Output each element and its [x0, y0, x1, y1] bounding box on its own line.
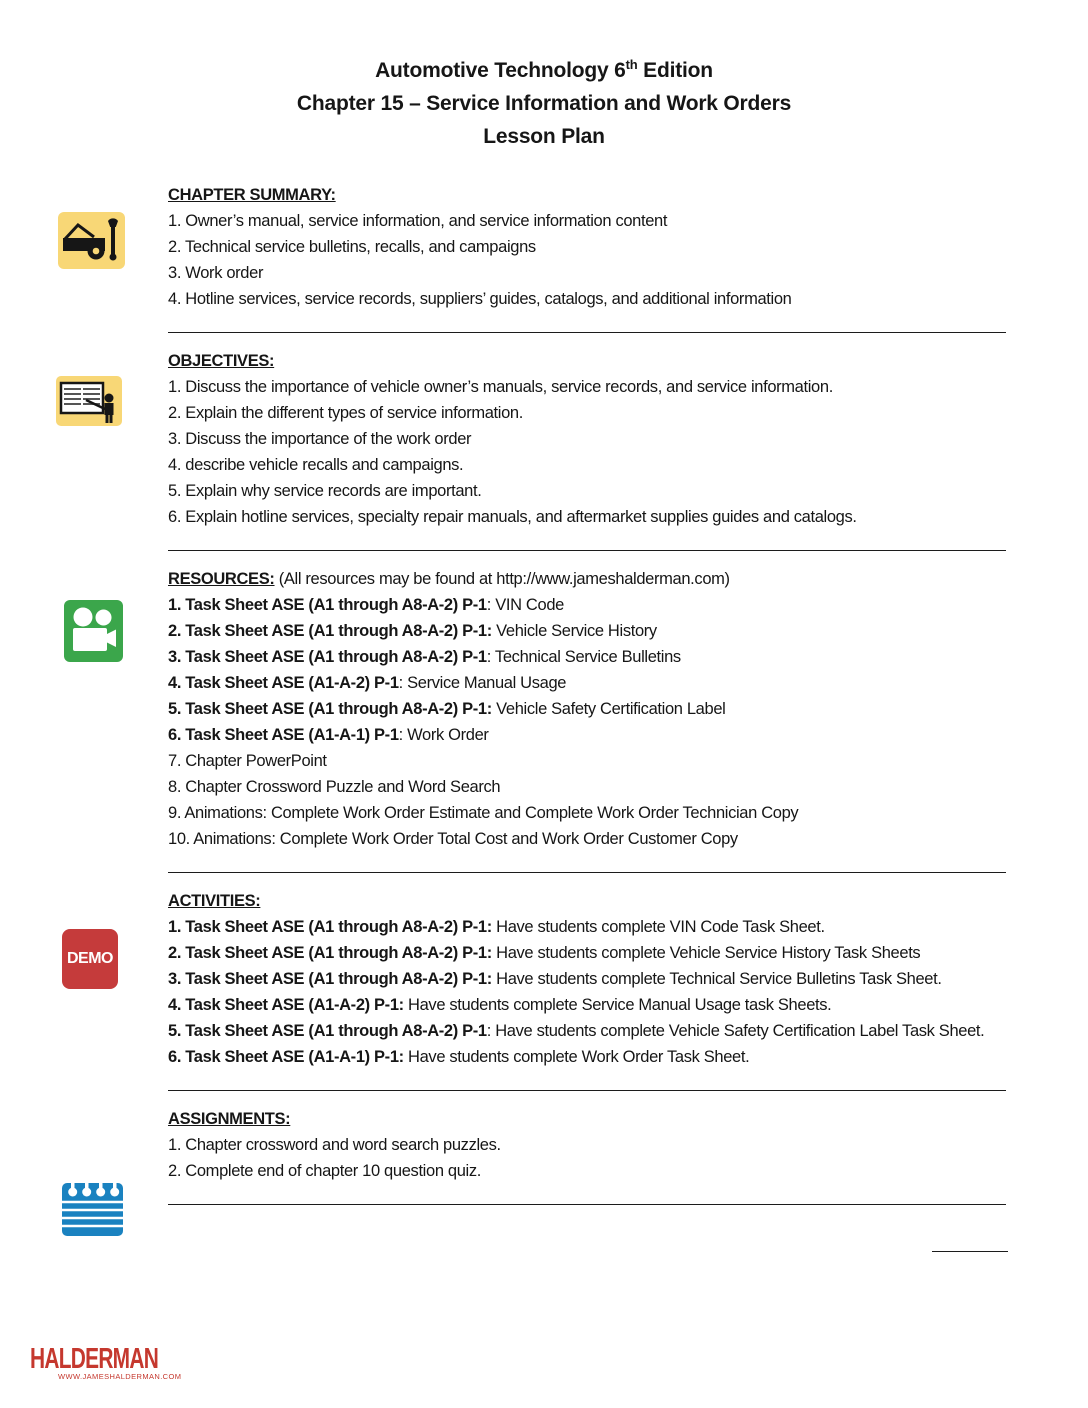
section-heading-text: ASSIGNMENTS: [168, 1110, 291, 1128]
list-item [168, 234, 1020, 260]
list-item [168, 826, 1020, 852]
list-item-text: Have students complete Technical Service Bulletins Task Sheet. [491, 970, 942, 988]
section-heading-suffix: (All resources may be found at http://www.jameshalderman.com) [274, 570, 730, 588]
list-item-text: 3. Work order [168, 264, 264, 282]
halderman-logo [30, 1344, 230, 1381]
list-item-text: 6. Explain hotline services, specialty repair manuals, and aftermarket supplies guides and catalogs. [168, 508, 857, 526]
list-item [168, 1158, 1020, 1184]
section-item-list [168, 1132, 1020, 1184]
list-item-emphasis: 2. Task Sheet ASE (A1 through A8-A-2) P-1: [168, 944, 492, 962]
section-divider [168, 1204, 1006, 1205]
list-item-text: 9. Animations: Complete Work Order Estimate and Complete Work Order Technician Copy [168, 804, 799, 822]
list-item-text: 10. Animations: Complete Work Order Total Cost and Work Order Customer Copy [168, 830, 738, 848]
divider-extra-segment [932, 1251, 1008, 1252]
section-resources [168, 566, 1020, 873]
section-heading [168, 182, 1020, 208]
section-heading [168, 1106, 1020, 1132]
list-item [168, 400, 1020, 426]
list-item [168, 1044, 1020, 1070]
list-item [168, 286, 1020, 312]
list-item-text: 4. Hotline services, service records, suppliers’ guides, catalogs, and additional information [168, 290, 792, 308]
list-item-text: 1. Discuss the importance of vehicle owner’s manuals, service records, and service information. [168, 378, 833, 396]
list-item [168, 452, 1020, 478]
list-item [168, 426, 1020, 452]
list-item-emphasis: 4. Task Sheet ASE (A1-A-2) P-1 [168, 674, 399, 692]
list-item [168, 748, 1020, 774]
list-item [168, 208, 1020, 234]
section-objectives [168, 348, 1020, 551]
title-line-3: Lesson Plan [483, 125, 605, 148]
section-divider [168, 332, 1006, 333]
list-item-text: 4. describe vehicle recalls and campaigns. [168, 456, 464, 474]
list-item-emphasis: 3. Task Sheet ASE (A1 through A8-A-2) P-1 [168, 648, 487, 666]
section-heading-text: OBJECTIVES: [168, 352, 275, 370]
list-item [168, 504, 1020, 530]
list-item-text: : Technical Service Bulletins [486, 648, 681, 666]
list-item [168, 592, 1020, 618]
list-item-emphasis: 5. Task Sheet ASE (A1 through A8-A-2) P-1: [168, 700, 492, 718]
section-heading [168, 348, 1020, 374]
lesson-plan-body [168, 182, 1020, 1220]
list-item-text: Have students complete Vehicle Service History Task Sheets [491, 944, 921, 962]
section-assignments [168, 1106, 1020, 1205]
list-item [168, 1132, 1020, 1158]
list-item [168, 670, 1020, 696]
list-item [168, 618, 1020, 644]
section-item-list [168, 914, 1020, 1070]
list-item-text: Have students complete VIN Code Task Sheet. [491, 918, 825, 936]
section-heading-text: CHAPTER SUMMARY: [168, 186, 336, 204]
list-item-emphasis: 1. Task Sheet ASE (A1 through A8-A-2) P-1 [168, 596, 487, 614]
list-item-text: 5. Explain why service records are important. [168, 482, 482, 500]
section-divider [168, 872, 1006, 873]
demo-icon-label: DEMO [67, 950, 113, 967]
halderman-logo-url: WWW.JAMESHALDERMAN.COM [58, 1372, 182, 1381]
list-item [168, 722, 1020, 748]
demo-icon [62, 929, 118, 989]
title-text: Automotive Technology 6 [375, 59, 626, 82]
list-item [168, 940, 1020, 966]
list-item-emphasis: 4. Task Sheet ASE (A1-A-2) P-1: [168, 996, 404, 1014]
section-item-list [168, 208, 1020, 312]
list-item [168, 774, 1020, 800]
list-item-text: Have students complete Service Manual Usage task Sheets. [403, 996, 832, 1014]
list-item-text: 7. Chapter PowerPoint [168, 752, 327, 770]
list-item [168, 696, 1020, 722]
list-item [168, 260, 1020, 286]
section-heading [168, 566, 1020, 592]
section-item-list [168, 592, 1020, 852]
section-divider [168, 550, 1006, 551]
section-chapter-summary [168, 182, 1020, 333]
list-item-text: Have students complete Work Order Task Sheet. [403, 1048, 750, 1066]
list-item-text: Vehicle Safety Certification Label [491, 700, 726, 718]
list-item [168, 374, 1020, 400]
notebook-icon [62, 1178, 123, 1238]
list-item-text: 2. Complete end of chapter 10 question quiz. [168, 1162, 481, 1180]
list-item-emphasis: 6. Task Sheet ASE (A1-A-1) P-1 [168, 726, 399, 744]
list-item-text: : VIN Code [486, 596, 564, 614]
video-camera-icon [64, 600, 123, 662]
title-line-1 [0, 48, 1088, 87]
list-item-text: 1. Chapter crossword and word search puzzles. [168, 1136, 501, 1154]
list-item [168, 966, 1020, 992]
list-item-emphasis: 5. Task Sheet ASE (A1 through A8-A-2) P-1 [168, 1022, 487, 1040]
list-item-text: Vehicle Service History [491, 622, 657, 640]
list-item-text: 8. Chapter Crossword Puzzle and Word Search [168, 778, 501, 796]
section-heading-text: RESOURCES: [168, 570, 275, 588]
document-title [0, 48, 1088, 153]
list-item-text: : Service Manual Usage [398, 674, 567, 692]
list-item [168, 800, 1020, 826]
list-item-text: 3. Discuss the importance of the work order [168, 430, 472, 448]
section-heading [168, 888, 1020, 914]
halderman-logo-text: HALDERMAN [30, 1343, 159, 1375]
list-item-emphasis: 2. Task Sheet ASE (A1 through A8-A-2) P-1: [168, 622, 492, 640]
car-repair-icon [58, 212, 125, 269]
list-item [168, 478, 1020, 504]
title-superscript: th [625, 57, 638, 72]
list-item-text: 1. Owner’s manual, service information, and service information content [168, 212, 668, 230]
list-item [168, 644, 1020, 670]
list-item-emphasis: 3. Task Sheet ASE (A1 through A8-A-2) P-1: [168, 970, 492, 988]
list-item-emphasis: 6. Task Sheet ASE (A1-A-1) P-1: [168, 1048, 404, 1066]
list-item [168, 914, 1020, 940]
list-item-emphasis: 1. Task Sheet ASE (A1 through A8-A-2) P-1: [168, 918, 492, 936]
presentation-board-icon [56, 376, 122, 426]
list-item-text: 2. Explain the different types of service information. [168, 404, 523, 422]
section-activities [168, 888, 1020, 1091]
list-item [168, 992, 1020, 1018]
title-text: Edition [637, 59, 713, 82]
list-item-text: : Work Order [398, 726, 489, 744]
section-heading-text: ACTIVITIES: [168, 892, 261, 910]
list-item-text: 2. Technical service bulletins, recalls, and campaigns [168, 238, 536, 256]
section-item-list [168, 374, 1020, 530]
section-divider [168, 1090, 1006, 1091]
title-line-2: Chapter 15 – Service Information and Work Orders [296, 92, 792, 115]
list-item [168, 1018, 1020, 1044]
list-item-text: : Have students complete Vehicle Safety Certification Label Task Sheet. [486, 1022, 985, 1040]
